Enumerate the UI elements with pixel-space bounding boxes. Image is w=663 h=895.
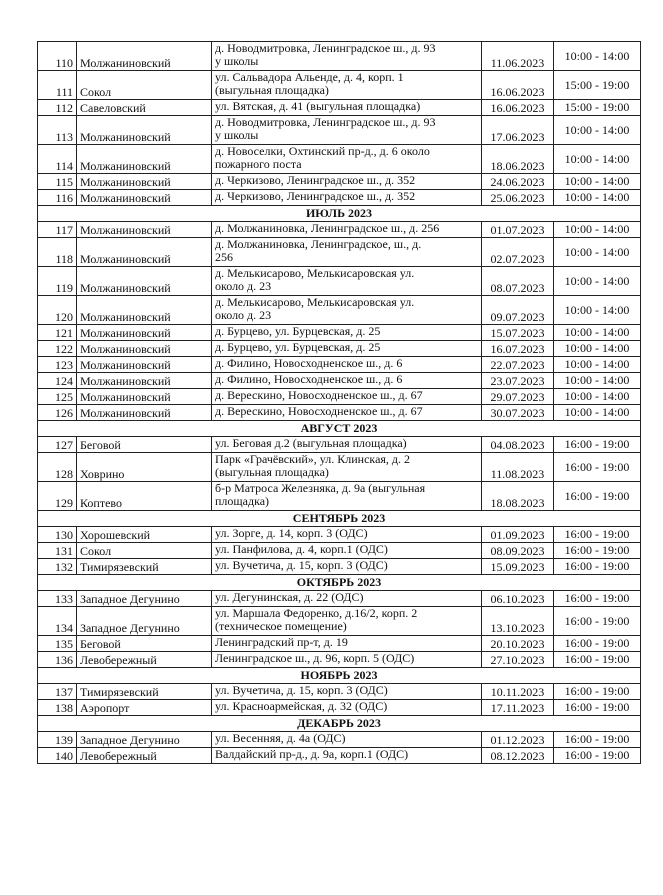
date-cell: 01.07.2023 [482, 222, 554, 238]
time-cell: 10:00 - 14:00 [554, 325, 641, 341]
date-cell: 18.06.2023 [482, 145, 554, 174]
time-cell: 16:00 - 19:00 [554, 527, 641, 543]
time-cell: 15:00 - 19:00 [554, 100, 641, 116]
district-cell: Молжаниновский [77, 42, 212, 71]
address-cell [212, 405, 482, 421]
date-cell: 24.06.2023 [482, 174, 554, 190]
time-cell: 16:00 - 19:00 [554, 591, 641, 607]
time-cell: 10:00 - 14:00 [554, 190, 641, 206]
table-row [38, 325, 641, 341]
table-row [38, 238, 641, 267]
month-header-row [38, 206, 641, 222]
district-cell: Молжаниновский [77, 174, 212, 190]
date-cell: 22.07.2023 [482, 357, 554, 373]
row-number: 122 [38, 341, 77, 357]
district-cell: Молжаниновский [77, 389, 212, 405]
district-cell: Западное Дегунино [77, 591, 212, 607]
address-line: д. Молжаниновка, Ленинградское ш., д. 256 [215, 221, 440, 235]
month-header: ДЕКАБРЬ 2023 [38, 716, 641, 732]
time-cell: 16:00 - 19:00 [554, 543, 641, 559]
row-number: 115 [38, 174, 77, 190]
row-number: 124 [38, 373, 77, 389]
address-line: ул. Панфилова, д. 4, корп.1 (ОДС) [215, 542, 388, 556]
time-cell: 10:00 - 14:00 [554, 296, 641, 325]
table-row [38, 341, 641, 357]
district-cell: Тимирязевский [77, 559, 212, 575]
time-cell: 10:00 - 14:00 [554, 174, 641, 190]
row-number: 136 [38, 652, 77, 668]
address-cell [212, 42, 482, 71]
month-header: СЕНТЯБРЬ 2023 [38, 511, 641, 527]
address-line: (техническое помещение) [215, 619, 347, 633]
district-cell: Молжаниновский [77, 325, 212, 341]
row-number: 127 [38, 437, 77, 453]
row-number: 131 [38, 543, 77, 559]
address-line: ул. Дегунинская, д. 22 (ОДС) [215, 590, 364, 604]
district-cell: Молжаниновский [77, 267, 212, 296]
address-cell [212, 373, 482, 389]
date-cell: 15.09.2023 [482, 559, 554, 575]
table-row [38, 296, 641, 325]
month-header-row [38, 421, 641, 437]
district-cell: Молжаниновский [77, 190, 212, 206]
month-header-row [38, 668, 641, 684]
time-cell: 16:00 - 19:00 [554, 482, 641, 511]
date-cell: 08.07.2023 [482, 267, 554, 296]
date-cell: 18.08.2023 [482, 482, 554, 511]
address-line: у школы [215, 54, 259, 68]
schedule-body [38, 42, 641, 764]
time-cell: 16:00 - 19:00 [554, 700, 641, 716]
table-row [38, 636, 641, 652]
address-cell [212, 116, 482, 145]
district-cell: Молжаниновский [77, 238, 212, 267]
address-line: ул. Сальвадора Альенде, д. 4, корп. 1 [215, 70, 404, 84]
row-number: 126 [38, 405, 77, 421]
time-cell: 10:00 - 14:00 [554, 116, 641, 145]
address-line: ул. Вучетича, д. 15, корп. 3 (ОДС) [215, 558, 388, 572]
row-number: 132 [38, 559, 77, 575]
address-line: Валдайский пр-д., д. 9а, корп.1 (ОДС) [215, 747, 409, 761]
row-number: 117 [38, 222, 77, 238]
address-line: Парк «Грачёвский», ул. Клинская, д. 2 [215, 452, 411, 466]
time-cell: 10:00 - 14:00 [554, 238, 641, 267]
address-cell [212, 437, 482, 453]
table-row [38, 373, 641, 389]
row-number: 119 [38, 267, 77, 296]
row-number: 125 [38, 389, 77, 405]
address-line: площадка) [215, 494, 270, 508]
date-cell: 20.10.2023 [482, 636, 554, 652]
schedule-table [37, 41, 641, 764]
row-number: 139 [38, 732, 77, 748]
address-line: д. Филино, Новосходненское ш., д. 6 [215, 356, 403, 370]
address-line: д. Филино, Новосходненское ш., д. 6 [215, 372, 403, 386]
district-cell: Сокол [77, 71, 212, 100]
time-cell: 16:00 - 19:00 [554, 732, 641, 748]
table-row [38, 267, 641, 296]
table-row [38, 437, 641, 453]
time-cell: 16:00 - 19:00 [554, 437, 641, 453]
address-cell [212, 100, 482, 116]
address-line: Ленинградский пр-т, д. 19 [215, 635, 348, 649]
month-header: ОКТЯБРЬ 2023 [38, 575, 641, 591]
district-cell: Молжаниновский [77, 145, 212, 174]
date-cell: 27.10.2023 [482, 652, 554, 668]
date-cell: 02.07.2023 [482, 238, 554, 267]
address-cell [212, 341, 482, 357]
district-cell: Молжаниновский [77, 357, 212, 373]
date-cell: 08.09.2023 [482, 543, 554, 559]
time-cell: 10:00 - 14:00 [554, 357, 641, 373]
address-line: д. Мелькисарово, Мелькисаровская ул. [215, 266, 415, 280]
month-header-row [38, 575, 641, 591]
date-cell: 17.06.2023 [482, 116, 554, 145]
time-cell: 10:00 - 14:00 [554, 373, 641, 389]
date-cell: 08.12.2023 [482, 748, 554, 764]
address-cell [212, 222, 482, 238]
row-number: 110 [38, 42, 77, 71]
district-cell: Сокол [77, 543, 212, 559]
table-row [38, 174, 641, 190]
date-cell: 16.06.2023 [482, 71, 554, 100]
time-cell: 16:00 - 19:00 [554, 652, 641, 668]
month-header: АВГУСТ 2023 [38, 421, 641, 437]
table-row [38, 591, 641, 607]
address-cell [212, 652, 482, 668]
row-number: 140 [38, 748, 77, 764]
address-cell [212, 700, 482, 716]
time-cell: 10:00 - 14:00 [554, 145, 641, 174]
row-number: 129 [38, 482, 77, 511]
table-row [38, 732, 641, 748]
time-cell: 10:00 - 14:00 [554, 341, 641, 357]
table-row [38, 71, 641, 100]
address-cell [212, 71, 482, 100]
time-cell: 10:00 - 14:00 [554, 389, 641, 405]
district-cell: Молжаниновский [77, 373, 212, 389]
address-cell [212, 267, 482, 296]
table-row [38, 190, 641, 206]
address-line: пожарного поста [215, 157, 302, 171]
date-cell: 11.08.2023 [482, 453, 554, 482]
date-cell: 16.06.2023 [482, 100, 554, 116]
address-cell [212, 389, 482, 405]
table-row [38, 405, 641, 421]
district-cell: Беговой [77, 636, 212, 652]
district-cell: Молжаниновский [77, 405, 212, 421]
date-cell: 01.09.2023 [482, 527, 554, 543]
table-row [38, 652, 641, 668]
time-cell: 15:00 - 19:00 [554, 71, 641, 100]
address-line: д. Верескино, Новосходненское ш., д. 67 [215, 388, 423, 402]
address-line: д. Бурцево, ул. Бурцевская, д. 25 [215, 324, 381, 338]
address-line: ул. Вучетича, д. 15, корп. 3 (ОДС) [215, 683, 388, 697]
district-cell: Молжаниновский [77, 222, 212, 238]
table-row [38, 145, 641, 174]
date-cell: 25.06.2023 [482, 190, 554, 206]
row-number: 121 [38, 325, 77, 341]
address-cell [212, 145, 482, 174]
address-cell [212, 543, 482, 559]
time-cell: 16:00 - 19:00 [554, 684, 641, 700]
table-row [38, 684, 641, 700]
row-number: 120 [38, 296, 77, 325]
table-row [38, 527, 641, 543]
table-row [38, 559, 641, 575]
table-row [38, 543, 641, 559]
district-cell: Левобережный [77, 652, 212, 668]
row-number: 137 [38, 684, 77, 700]
address-line: б-р Матроса Железняка, д. 9а (выгульная [215, 481, 426, 495]
address-line: около д. 23 [215, 279, 272, 293]
row-number: 112 [38, 100, 77, 116]
district-cell: Левобережный [77, 748, 212, 764]
district-cell: Тимирязевский [77, 684, 212, 700]
address-line: у школы [215, 128, 259, 142]
table-row [38, 42, 641, 71]
address-cell [212, 607, 482, 636]
address-cell [212, 527, 482, 543]
address-line: 256 [215, 250, 233, 264]
date-cell: 13.10.2023 [482, 607, 554, 636]
table-row [38, 222, 641, 238]
district-cell: Западное Дегунино [77, 732, 212, 748]
table-row [38, 482, 641, 511]
address-line: ул. Зорге, д. 14, корп. 3 (ОДС) [215, 526, 368, 540]
district-cell: Аэропорт [77, 700, 212, 716]
district-cell: Ховрино [77, 453, 212, 482]
row-number: 130 [38, 527, 77, 543]
row-number: 116 [38, 190, 77, 206]
row-number: 134 [38, 607, 77, 636]
address-line: д. Молжаниновка, Ленинградское, ш., д. [215, 237, 422, 251]
address-cell [212, 174, 482, 190]
address-cell [212, 453, 482, 482]
address-line: ул. Весенняя, д. 4а (ОДС) [215, 731, 346, 745]
row-number: 114 [38, 145, 77, 174]
date-cell: 10.11.2023 [482, 684, 554, 700]
date-cell: 01.12.2023 [482, 732, 554, 748]
address-line: около д. 23 [215, 308, 272, 322]
address-cell [212, 325, 482, 341]
address-cell [212, 636, 482, 652]
date-cell: 30.07.2023 [482, 405, 554, 421]
address-cell [212, 482, 482, 511]
row-number: 113 [38, 116, 77, 145]
row-number: 138 [38, 700, 77, 716]
district-cell: Молжаниновский [77, 341, 212, 357]
row-number: 133 [38, 591, 77, 607]
row-number: 123 [38, 357, 77, 373]
time-cell: 16:00 - 19:00 [554, 453, 641, 482]
address-cell [212, 296, 482, 325]
date-cell: 29.07.2023 [482, 389, 554, 405]
address-line: Ленинградское ш., д. 96, корп. 5 (ОДС) [215, 651, 415, 665]
address-cell [212, 732, 482, 748]
time-cell: 16:00 - 19:00 [554, 559, 641, 575]
table-row [38, 116, 641, 145]
address-cell [212, 559, 482, 575]
date-cell: 06.10.2023 [482, 591, 554, 607]
time-cell: 16:00 - 19:00 [554, 748, 641, 764]
time-cell: 10:00 - 14:00 [554, 42, 641, 71]
month-header-row [38, 716, 641, 732]
address-line: ул. Маршала Федоренко, д.16/2, корп. 2 [215, 606, 418, 620]
table-row [38, 389, 641, 405]
table-row [38, 700, 641, 716]
row-number: 128 [38, 453, 77, 482]
address-line: д. Новоселки, Охтинский пр-д., д. 6 около [215, 144, 430, 158]
date-cell: 23.07.2023 [482, 373, 554, 389]
address-line: ул. Беговая д.2 (выгульная площадка) [215, 436, 407, 450]
district-cell: Савеловский [77, 100, 212, 116]
district-cell: Молжаниновский [77, 116, 212, 145]
address-cell [212, 684, 482, 700]
address-cell [212, 357, 482, 373]
date-cell: 15.07.2023 [482, 325, 554, 341]
table-row [38, 357, 641, 373]
district-cell: Хорошевский [77, 527, 212, 543]
address-line: д. Новодмитровка, Ленинградское ш., д. 93 [215, 115, 436, 129]
time-cell: 16:00 - 19:00 [554, 636, 641, 652]
address-line: д. Бурцево, ул. Бурцевская, д. 25 [215, 340, 381, 354]
address-line: ул. Красноармейская, д. 32 (ОДС) [215, 699, 388, 713]
month-header: ИЮЛЬ 2023 [38, 206, 641, 222]
table-row [38, 607, 641, 636]
time-cell: 10:00 - 14:00 [554, 222, 641, 238]
address-line: (выгульная площадка) [215, 465, 329, 479]
row-number: 118 [38, 238, 77, 267]
address-line: (выгульная площадка) [215, 83, 329, 97]
row-number: 135 [38, 636, 77, 652]
time-cell: 10:00 - 14:00 [554, 405, 641, 421]
month-header-row [38, 511, 641, 527]
table-row [38, 748, 641, 764]
address-line: д. Мелькисарово, Мелькисаровская ул. [215, 295, 415, 309]
date-cell: 04.08.2023 [482, 437, 554, 453]
time-cell: 10:00 - 14:00 [554, 267, 641, 296]
address-line: д. Черкизово, Ленинградское ш., д. 352 [215, 173, 416, 187]
address-cell [212, 190, 482, 206]
address-cell [212, 748, 482, 764]
address-line: ул. Вятская, д. 41 (выгульная площадка) [215, 99, 421, 113]
address-cell [212, 238, 482, 267]
district-cell: Коптево [77, 482, 212, 511]
month-header: НОЯБРЬ 2023 [38, 668, 641, 684]
time-cell: 16:00 - 19:00 [554, 607, 641, 636]
table-row [38, 453, 641, 482]
date-cell: 17.11.2023 [482, 700, 554, 716]
table-row [38, 100, 641, 116]
district-cell: Западное Дегунино [77, 607, 212, 636]
address-line: д. Новодмитровка, Ленинградское ш., д. 93 [215, 41, 436, 55]
row-number: 111 [38, 71, 77, 100]
date-cell: 16.07.2023 [482, 341, 554, 357]
address-cell [212, 591, 482, 607]
district-cell: Беговой [77, 437, 212, 453]
district-cell: Молжаниновский [77, 296, 212, 325]
address-line: д. Верескино, Новосходненское ш., д. 67 [215, 404, 423, 418]
address-line: д. Черкизово, Ленинградское ш., д. 352 [215, 189, 416, 203]
date-cell: 11.06.2023 [482, 42, 554, 71]
date-cell: 09.07.2023 [482, 296, 554, 325]
